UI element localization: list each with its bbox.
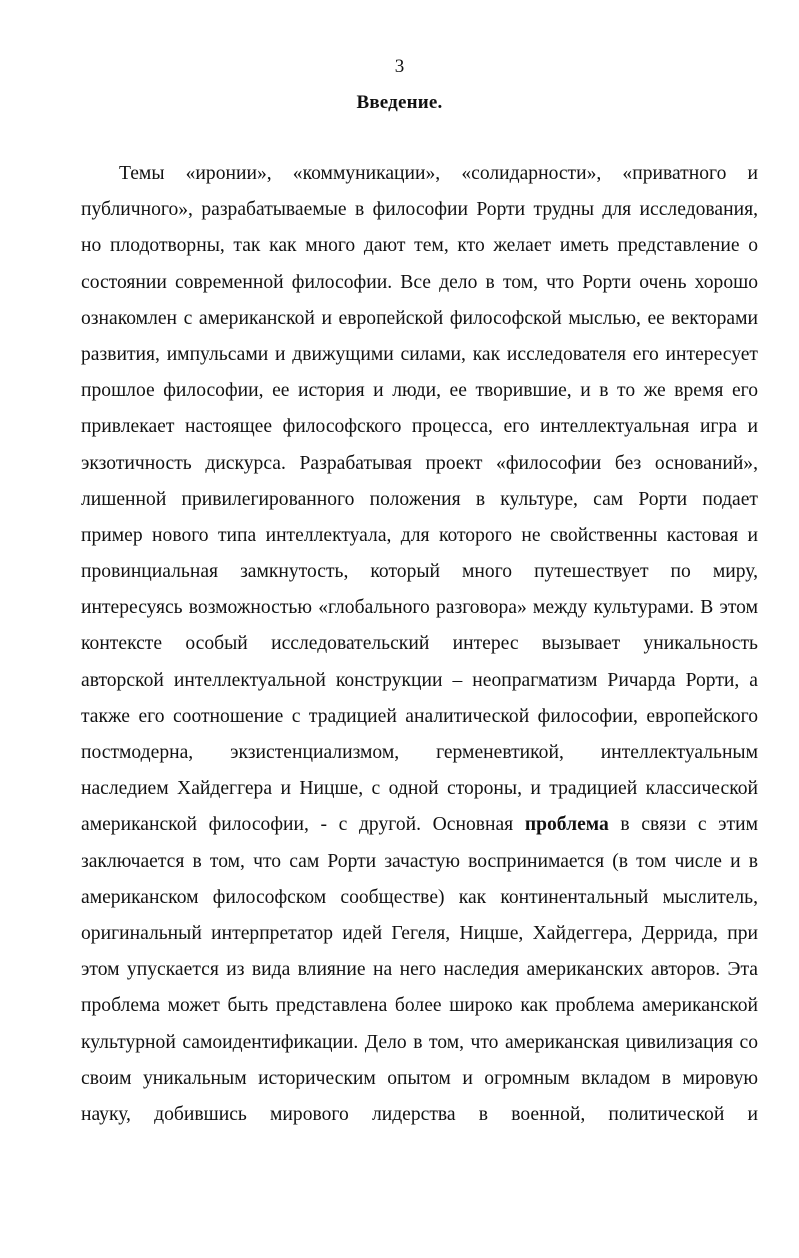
text-line: состоянии современной философии. Все дело в том, что Рорти очень хорошо [81,271,758,293]
text-line: но плодотворны, так как много дают тем, кто желает иметь представление о [81,235,758,257]
text-line: науку, добившись мирового лидерства в военной, политической и [81,1103,758,1125]
text-line: экзотичность дискурса. Разрабатывая проект «философии без оснований», [81,452,758,474]
text-line: своим уникальным историческим опытом и огромным вкладом в мировую [81,1067,758,1089]
text-line: проблема может быть представлена более широко как проблема американской [81,995,758,1017]
text-line: прошлое философии, ее история и люди, ее творившие, и в то же время его [81,380,758,402]
text-line: заключается в том, что сам Рорти зачастую воспринимается (в том числе и в [81,850,758,872]
text-line: провинциальная замкнутость, который много путешествует по миру, [81,561,758,583]
emphasized-term: проблема [524,814,609,836]
text-line: ознакомлен с американской и европейской философской мыслью, ее векторами [81,307,758,329]
text-line: пример нового типа интеллектуала, для которого не свойственны кастовая и [81,524,758,546]
text-line: культурной самоидентификации. Дело в том, что американская цивилизация со [81,1031,758,1053]
text-line: развития, импульсами и движущими силами, как исследователя его интересует [81,343,758,365]
text-segment: американской философии, - с другой. Основная [81,814,525,836]
text-line: постмодерна, экзистенциализмом, герменевтикой, интеллектуальным [81,742,758,763]
text-line: контексте особый исследовательский интерес вызывает уникальность [81,633,758,655]
text-segment: в связи с этим [608,814,758,836]
text-line: оригинальный интерпретатор идей Гегеля, Ницше, Хайдеггера, Деррида, при [81,922,758,944]
text-line: этом упускается из вида влияние на него наследия американских авторов. Эта [81,959,758,981]
body-paragraph [81,158,758,1135]
text-line: наследием Хайдеггера и Ницше, с одной стороны, и традицией классической [81,778,758,800]
text-line: авторской интеллектуальной конструкции – неопрагматизм Ричарда Рорти, а [81,669,758,691]
text-line: публичного», разрабатываемые в философии Рорти трудны для исследования, [81,199,758,221]
page-number: 3 [394,56,405,77]
text-line: также его соотношение с традицией аналитической философии, европейского [81,705,758,727]
text-line: интересуясь возможностью «глобального разговора» между культурами. В этом [81,597,758,619]
text-line-with-emphasis [81,809,758,845]
section-heading: Введение. [356,92,443,113]
text-line: Темы «иронии», «коммуникации», «солидарности», «приватного и [119,163,758,184]
text-line: лишенной привилегированного положения в культуре, сам Рорти подает [81,488,758,510]
text-line: привлекает настоящее философского процесса, его интеллектуальная игра и [81,416,758,438]
text-line: американском философском сообществе) как континентальный мыслитель, [81,886,758,908]
